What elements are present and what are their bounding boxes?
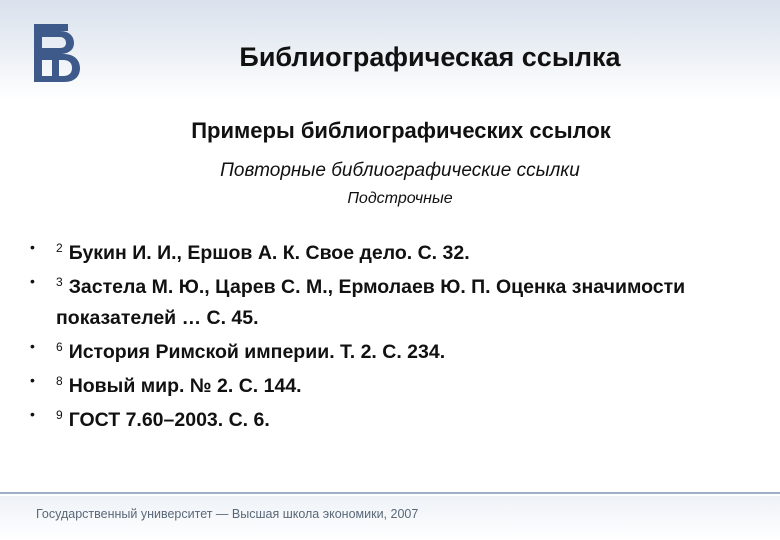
reference-text: История Римской империи. Т. 2. С. 234. [68, 341, 446, 363]
reference-list [30, 238, 750, 439]
bullet-icon: • [30, 338, 35, 354]
reference-text: Новый мир. № 2. С. 144. [68, 375, 302, 397]
reference-text: Букин И. И., Ершов А. К. Свое дело. С. 32. [68, 242, 470, 264]
hse-logo-icon [30, 20, 86, 86]
footnote-number: 6 [56, 339, 63, 354]
reference-text: Застела М. Ю., Царев С. М., Ермолаев Ю. П. Оценка значимости показателей … С. 45. [56, 276, 686, 329]
list-item [30, 238, 750, 269]
footnote-number: 8 [56, 373, 63, 388]
footer-text: Государственный университет — Высшая школа экономики, 2007 [36, 507, 419, 521]
list-item [30, 405, 750, 436]
reference-text: ГОСТ 7.60–2003. С. 6. [68, 409, 270, 431]
bullet-icon: • [30, 239, 35, 255]
section-label: Подстрочные [347, 190, 453, 207]
list-item [30, 337, 750, 368]
footnote-number: 2 [56, 240, 63, 255]
footnote-number: 9 [56, 407, 63, 422]
slide-subsubtitle: Повторные библиографические ссылки [220, 160, 580, 181]
slide-title: Библиографическая ссылка [239, 42, 621, 72]
footer-divider [0, 492, 780, 494]
footnote-number: 3 [56, 274, 63, 289]
bullet-icon: • [30, 372, 35, 388]
bullet-icon: • [30, 273, 35, 289]
list-item [30, 371, 750, 402]
list-item [30, 272, 750, 334]
bullet-icon: • [30, 406, 35, 422]
slide-subtitle: Примеры библиографических ссылок [191, 118, 611, 143]
